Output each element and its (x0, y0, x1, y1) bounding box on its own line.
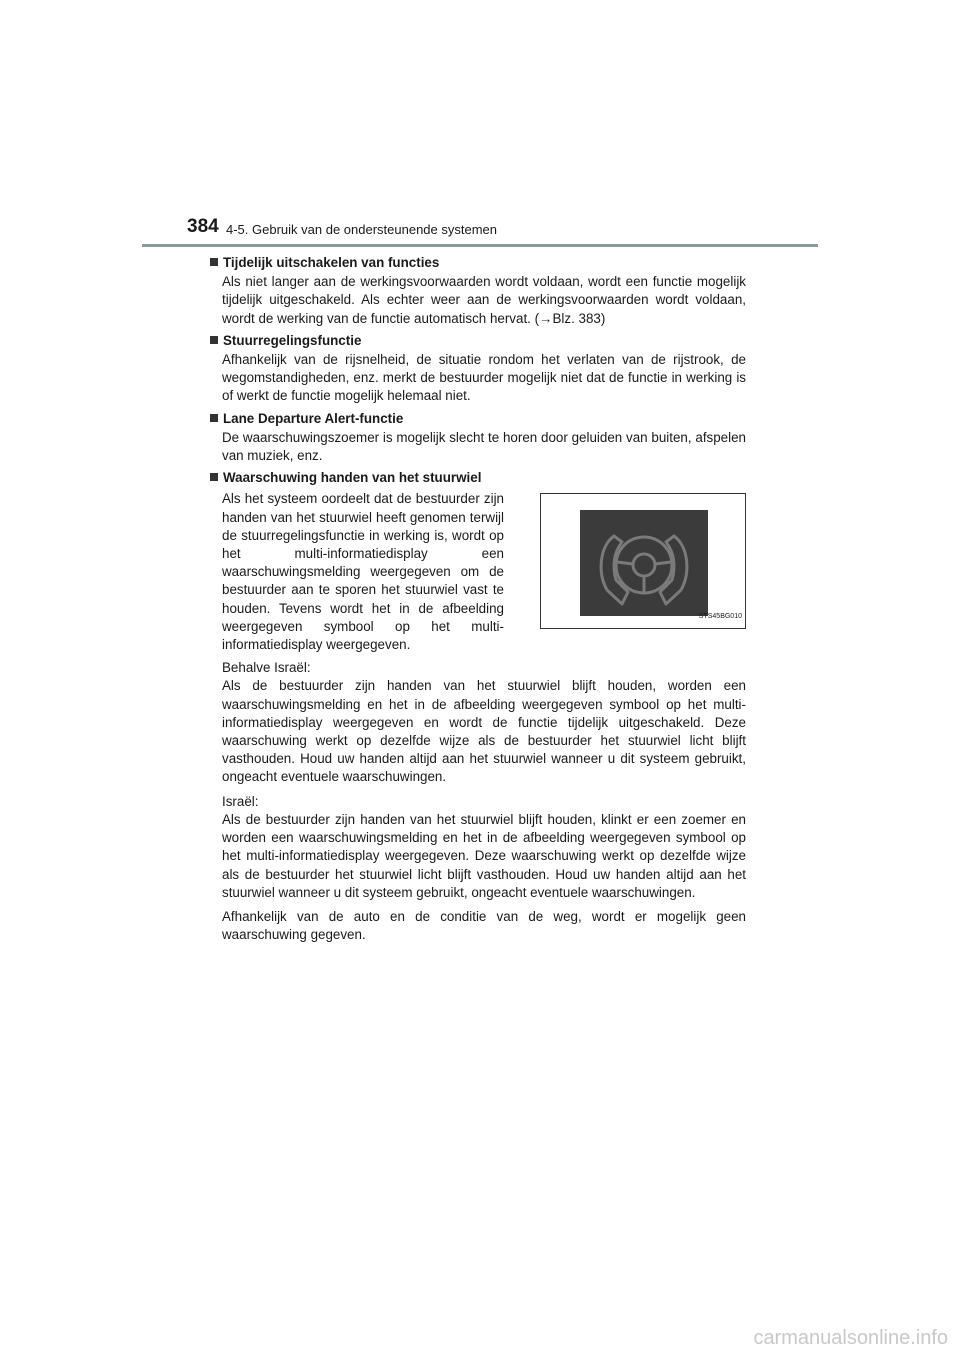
section-title: Tijdelijk uitschakelen van functies (223, 255, 440, 270)
square-bullet-icon (210, 473, 218, 481)
display-screen (580, 510, 708, 616)
paragraph-label: Israël: (222, 793, 259, 809)
paragraph-text: Als de bestuurder zijn handen van het stuurwiel blijft houden, worden een waarschuwingsmelding en het in de afbeelding weergegeven symbool op het multi-informatiedisplay weergegeven en wordt de functie tijdelijk uitgeschakeld. Deze waarschuwing werkt op dezelfde wijze als de bestuurder het stuurwiel licht blijft vasthouden. Houd uw handen altijd aan het stuurwiel wanneer u dit systeem gebruikt, ongeacht eventuele waarschuwingen. (222, 678, 746, 785)
page-content (210, 254, 746, 950)
square-bullet-icon (210, 414, 218, 422)
paragraph-label: Behalve Israël: (222, 660, 311, 676)
section-hands-off-warning (210, 469, 746, 654)
section-title: Waarschuwing handen van het stuurwiel (223, 470, 482, 486)
figure-hands-off-warning (540, 493, 746, 629)
figure-code: STS45BG010 (698, 613, 742, 621)
section-body: Als het systeem oordeelt dat de bestuurder zijn handen van het stuurwiel heeft genomen terwijl de stuurregelingsfunctie in werking is, wordt op het multi-informatiedisplay een waarschuwingsmelding weergegeven om de bestuurder aan te sporen het stuurwiel vast te houden. Tevens wordt het in de afbeelding weergegeven symbool op het multi-informatiedisplay weergegeven. (222, 491, 504, 653)
hands-off-steering-wheel-icon (580, 510, 708, 616)
paragraph-text: Afhankelijk van de auto en de conditie van de weg, wordt er mogelijk geen waarschuwing gegeven. (222, 908, 746, 943)
section-title: Lane Departure Alert-functie (223, 410, 404, 426)
section-temporary-disable (210, 254, 746, 328)
section-steering-control (210, 332, 746, 406)
watermark: carmanualsonline.info (753, 1327, 948, 1349)
square-bullet-icon (210, 336, 218, 344)
page-number: 384 (187, 216, 219, 237)
section-lane-departure-alert (210, 410, 746, 466)
header-divider (142, 244, 818, 247)
paragraph (210, 793, 746, 902)
paragraph (210, 908, 746, 944)
section-title: Stuurregelingsfunctie (223, 332, 362, 348)
square-bullet-icon (210, 258, 218, 266)
section-body: Afhankelijk van de rijsnelheid, de situatie rondom het verlaten van de rijstrook, de wegomstandigheden, enz. merkt de bestuurder mogelijk niet dat de functie in werking is of werkt de functie mogelijk helemaal niet. (222, 352, 746, 404)
section-body: Als niet langer aan de werkingsvoorwaarden wordt voldaan, wordt een functie mogelijk tijdelijk uitgeschakeld. Als echter weer aan de werkingsvoorwaarden wordt voldaan, wordt de werking van de functie automatisch hervat. (→Blz. 383) (222, 274, 746, 326)
paragraph-text: Als de bestuurder zijn handen van het stuurwiel blijft houden, klinkt er een zoemer en worden een waarschuwingsmelding en het in de afbeelding weergegeven symbool op het multi-informatiedisplay weergegeven. Deze waarschuwing werkt op dezelfde wijze als de bestuurder het stuurwiel licht blijft vasthouden. Houd uw handen altijd aan het stuurwiel wanneer u dit systeem gebruikt, ongeacht eventuele waarschuwingen. (222, 811, 746, 900)
paragraph (210, 659, 746, 786)
section-body: De waarschuwingszoemer is mogelijk slecht te horen door geluiden van buiten, afspelen van muziek, enz. (222, 429, 746, 464)
chapter-title: 4-5. Gebruik van de ondersteunende systemen (226, 222, 498, 237)
